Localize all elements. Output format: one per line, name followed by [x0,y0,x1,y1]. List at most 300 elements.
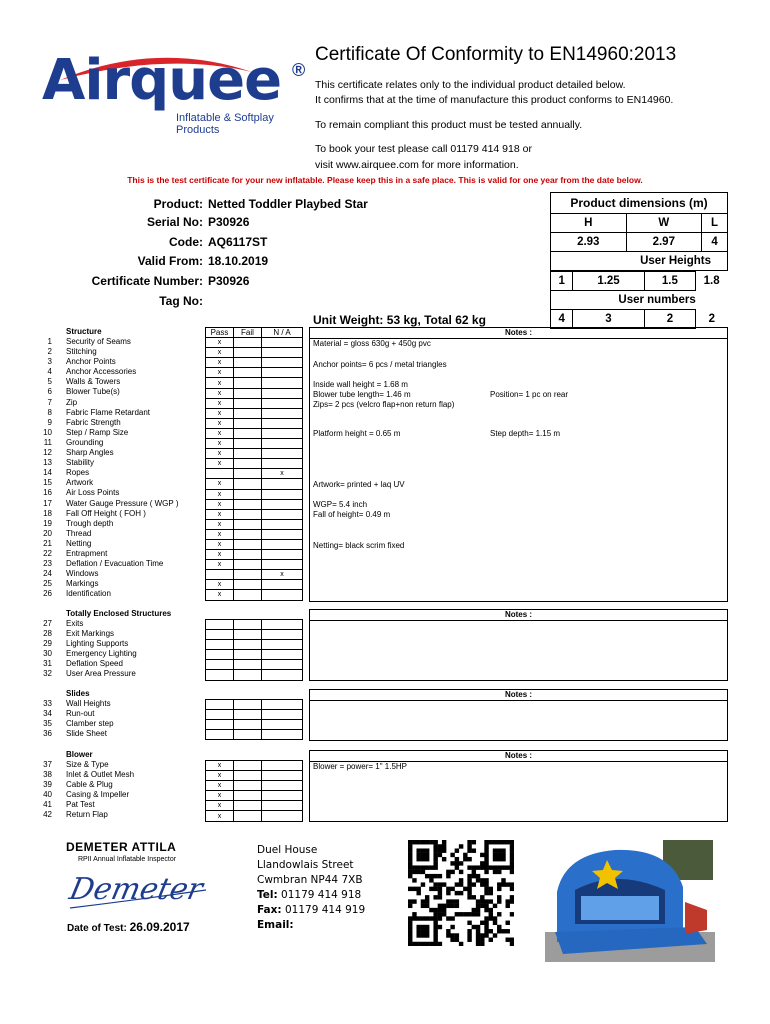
check-row [206,801,303,811]
check-cell-na [262,529,303,539]
slides-notes-box [309,689,728,741]
product-label: Product: [153,197,203,211]
item-number: 29 [43,639,52,649]
item-label: Grounding [66,437,104,447]
signature-text: Demeter [66,872,206,907]
check-cell-pass: x [206,388,234,398]
item-label: Artwork [66,478,94,488]
check-cell-na [262,640,303,650]
check-cell-fail [234,570,262,580]
item-number: 33 [43,699,52,708]
check-cell-fail [234,650,262,660]
check-row [206,620,303,630]
note-inside-wall: Inside wall height = 1.68 m [313,380,408,389]
structure-notes-header: Notes : [310,328,727,339]
item-number: 31 [43,659,52,669]
item-label: Clamber step [66,719,114,729]
check-row [206,338,303,348]
product-photo [545,832,715,962]
serial-value: P30926 [208,215,250,229]
intro-line-1: This certificate relates only to the individual product detailed below. [315,79,626,91]
check-cell-na: x [262,469,303,479]
check-cell-fail [234,368,262,378]
check-cell-fail [234,720,262,730]
check-cell-na [262,338,303,348]
inspector-role: RPII Annual Inflatable Inspector [78,856,177,863]
code-value: AQ6117ST [208,235,268,249]
user-heights-label: User Heights [551,252,728,271]
check-row [206,670,303,680]
check-cell-pass [206,710,234,720]
check-row [206,791,303,801]
check-cell-na [262,408,303,418]
item-label: Casing & Impeller [66,790,130,800]
check-cell-fail [234,560,262,570]
item-number: 41 [43,800,52,810]
check-cell-pass: x [206,580,234,590]
fax-label: Fax: [257,904,282,916]
check-cell-na [262,539,303,549]
note-netting: Netting= black scrim fixed [313,541,405,550]
item-label: Slide Sheet [66,729,107,739]
section-title-blower: Blower [66,750,93,759]
check-cell-fail [234,489,262,499]
check-row [206,640,303,650]
item-number: 17 [43,498,52,508]
note-anchor-points: Anchor points= 6 pcs / metal triangles [313,360,447,369]
inspector-signature [66,870,216,915]
check-cell-fail [234,811,262,821]
check-cell-na [262,479,303,489]
item-label: Trough depth [66,518,114,528]
item-label: Stability [66,458,95,468]
check-cell-pass: x [206,449,234,459]
item-label: Exits [66,619,84,628]
item-label: Anchor Points [66,357,116,367]
check-row [206,761,303,771]
check-cell-na [262,660,303,670]
check-cell-na [262,730,303,740]
check-cell-na [262,358,303,368]
airquee-logo [38,46,308,136]
item-number: 18 [43,508,52,518]
note-platform-height: Platform height = 0.65 m [313,429,401,438]
tel-label: Tel: [257,889,278,901]
item-number: 42 [43,810,52,820]
valid-from-value: 18.10.2019 [208,254,269,268]
user-height-3: 1.5 [644,272,696,291]
check-cell-pass [206,630,234,640]
item-number: 21 [43,538,52,548]
check-cell-fail [234,529,262,539]
item-number: 15 [43,478,52,488]
item-label: Emergency Lighting [66,649,137,659]
structure-notes-box [309,327,728,602]
check-cell-na [262,428,303,438]
check-cell-fail [234,348,262,358]
check-row [206,368,303,378]
check-cell-na [262,630,303,640]
check-cell-na [262,378,303,388]
check-cell-pass: x [206,539,234,549]
item-label: Identification [66,589,111,599]
slides-notes-header: Notes : [310,690,727,701]
blower-check-table [205,760,303,822]
check-cell-pass [206,640,234,650]
item-number: 12 [43,448,52,458]
check-cell-fail [234,408,262,418]
check-cell-na [262,801,303,811]
item-number: 3 [47,357,52,367]
check-cell-na [262,811,303,821]
tag-no-label: Tag No: [159,294,203,308]
check-cell-pass [206,670,234,680]
check-cell-fail [234,730,262,740]
item-number: 38 [43,770,52,780]
certificate-number-label: Certificate Number: [91,274,203,288]
check-cell-na: x [262,570,303,580]
item-number: 26 [43,589,52,599]
check-row [206,710,303,720]
item-number: 30 [43,649,52,659]
item-label: Sharp Angles [66,448,114,458]
serial-label: Serial No: [146,215,203,229]
check-row [206,580,303,590]
check-row [206,590,303,600]
item-number: 11 [43,437,52,447]
check-cell-fail [234,620,262,630]
check-cell-pass: x [206,499,234,509]
item-number: 39 [43,780,52,790]
note-material: Material = gloss 630g + 450g pvc [313,339,431,348]
check-cell-pass: x [206,398,234,408]
item-number: 7 [47,397,52,407]
item-number: 8 [47,407,52,417]
user-height-2: 1.25 [573,272,644,291]
check-cell-fail [234,358,262,368]
check-cell-pass: x [206,811,234,821]
item-label: Entrapment [66,548,108,558]
user-number-4: 2 [708,313,716,325]
check-cell-na [262,700,303,710]
col-fail: Fail [234,328,262,338]
item-label: Air Loss Points [66,488,120,498]
check-cell-pass: x [206,771,234,781]
check-cell-pass: x [206,791,234,801]
check-row [206,700,303,710]
certificate-title: Certificate Of Conformity to EN14960:2013 [315,44,677,65]
enclosed-check-table [205,619,303,681]
email-label: Email: [257,919,294,931]
check-cell-pass: x [206,358,234,368]
check-cell-pass: x [206,348,234,358]
check-row [206,730,303,740]
check-cell-pass: x [206,550,234,560]
certificate-number-value: P30926 [208,274,250,288]
blower-notes-header: Notes : [310,751,727,762]
item-label: Step / Ramp Size [66,427,129,437]
check-cell-fail [234,660,262,670]
item-number: 19 [43,518,52,528]
col-pass: Pass [206,328,234,338]
address-line-3: Cwmbran NP44 7XB [257,874,363,886]
check-cell-pass [206,469,234,479]
item-number: 1 [47,337,52,346]
item-label: Walls & Towers [66,377,121,387]
item-label: Water Gauge Pressure ( WGP ) [66,498,179,508]
check-cell-fail [234,590,262,600]
check-cell-na [262,348,303,358]
check-cell-na [262,439,303,449]
check-cell-na [262,418,303,428]
check-row [206,499,303,509]
item-label: Deflation Speed [66,659,123,669]
check-cell-pass: x [206,479,234,489]
check-cell-na [262,650,303,660]
item-label: Markings [66,579,99,589]
unit-weight: Unit Weight: 53 kg, Total 62 kg [313,313,486,327]
check-cell-na [262,398,303,408]
item-number: 27 [43,619,52,628]
certificate-intro [315,78,673,108]
section-title-slides: Slides [66,689,90,698]
check-row [206,469,303,479]
check-row [206,771,303,781]
check-cell-fail [234,630,262,640]
item-label: Windows [66,569,99,579]
item-label: Security of Seams [66,337,131,346]
note-blower-power: Blower = power= 1" 1.5HP [313,762,407,771]
check-cell-na [262,720,303,730]
check-cell-pass [206,700,234,710]
check-cell-pass [206,720,234,730]
check-cell-na [262,781,303,791]
item-number: 34 [43,709,52,719]
dim-value-w: 2.97 [626,233,702,252]
enclosed-notes-box [309,609,728,681]
item-number: 20 [43,528,52,538]
note-zips: Zips= 2 pcs (velcro flap+non return flap) [313,400,455,409]
item-label: User Area Pressure [66,669,136,679]
check-cell-fail [234,539,262,549]
check-cell-fail [234,449,262,459]
item-label: Fabric Strength [66,417,121,427]
check-cell-na [262,519,303,529]
dim-header-l: L [702,214,728,233]
note-position: Position= 1 pc on rear [490,390,569,399]
check-row [206,378,303,388]
check-cell-fail [234,801,262,811]
check-cell-fail [234,398,262,408]
inspector-name: DEMETER ATTILA [66,840,177,854]
check-cell-pass: x [206,590,234,600]
check-row [206,348,303,358]
check-row [206,459,303,469]
check-row [206,519,303,529]
check-cell-pass: x [206,509,234,519]
item-number: 6 [47,387,52,397]
item-label: Run-out [66,709,95,719]
check-cell-fail [234,469,262,479]
item-label: Anchor Accessories [66,367,137,377]
item-number: 22 [43,548,52,558]
check-row [206,509,303,519]
check-cell-fail [234,700,262,710]
check-cell-pass: x [206,529,234,539]
check-cell-fail [234,428,262,438]
section-title-structure: Structure [66,327,102,336]
item-number: 32 [43,669,52,679]
item-label: Fabric Flame Retardant [66,407,151,417]
check-row [206,811,303,821]
check-cell-na [262,590,303,600]
check-cell-pass: x [206,519,234,529]
check-cell-fail [234,388,262,398]
check-row [206,489,303,499]
check-row [206,449,303,459]
check-row [206,539,303,549]
dim-header-h: H [551,214,627,233]
check-row [206,529,303,539]
check-cell-pass: x [206,428,234,438]
check-row [206,358,303,368]
item-number: 2 [47,347,52,357]
item-number: 16 [43,488,52,498]
check-cell-pass: x [206,761,234,771]
item-number: 28 [43,629,52,639]
item-label: Inlet & Outlet Mesh [66,770,135,780]
check-cell-pass: x [206,418,234,428]
check-cell-na [262,761,303,771]
check-row [206,418,303,428]
check-row [206,781,303,791]
check-cell-pass [206,620,234,630]
check-row [206,650,303,660]
item-label: Zip [66,397,78,407]
check-cell-na [262,489,303,499]
company-address [257,843,365,933]
item-number: 13 [43,458,52,468]
check-cell-na [262,710,303,720]
check-cell-na [262,791,303,801]
date-of-test [67,920,190,934]
user-numbers-label: User numbers [551,291,696,310]
item-number: 9 [47,417,52,427]
section-title-enclosed: Totally Enclosed Structures [66,609,172,618]
check-cell-fail [234,479,262,489]
item-number: 24 [43,569,52,579]
address-line-2: Llandowlais Street [257,859,354,871]
item-label: Thread [66,528,92,538]
user-table [550,271,728,329]
check-cell-pass [206,730,234,740]
check-cell-fail [234,761,262,771]
address-line-1: Duel House [257,844,318,856]
check-cell-pass [206,570,234,580]
check-cell-fail [234,710,262,720]
item-label: Size & Type [66,760,109,769]
note-wgp: WGP= 5.4 inch [313,500,368,509]
check-cell-na [262,560,303,570]
item-label: Return Flap [66,810,108,820]
intro-line-2: It confirms that at the time of manufacture this product conforms to EN14960. [315,94,674,106]
item-label: Fall Off Height ( FOH ) [66,508,146,518]
check-cell-na [262,499,303,509]
check-cell-fail [234,640,262,650]
note-fall-height: Fall of height= 0.49 m [313,510,391,519]
item-number: 4 [47,367,52,377]
check-cell-na [262,580,303,590]
item-label: Stitching [66,347,97,357]
check-row [206,570,303,580]
check-cell-na [262,670,303,680]
dim-value-l: 4 [702,233,728,252]
check-cell-na [262,388,303,398]
check-cell-na [262,509,303,519]
check-cell-pass: x [206,560,234,570]
note-artwork: Artwork= printed + laq UV [313,480,405,489]
check-row [206,550,303,560]
check-cell-fail [234,378,262,388]
check-row [206,660,303,670]
check-cell-fail [234,519,262,529]
logo-tagline: Inflatable & Softplay Products [176,112,274,136]
check-cell-fail [234,670,262,680]
item-number: 36 [43,729,52,739]
check-cell-pass [206,660,234,670]
logo-registered-mark: ® [292,60,306,80]
check-cell-fail [234,338,262,348]
check-cell-na [262,771,303,781]
date-of-test-label: Date of Test: [67,923,127,934]
tel-value: 01179 414 918 [281,889,362,901]
check-cell-pass: x [206,368,234,378]
check-cell-na [262,368,303,378]
item-number: 25 [43,579,52,589]
date-of-test-value: 26.09.2017 [129,920,190,934]
booking-line-1: To book your test please call 01179 414 918 or [315,143,532,155]
check-cell-fail [234,781,262,791]
check-cell-pass: x [206,338,234,348]
product-value: Netted Toddler Playbed Star [208,197,368,211]
col-na: N / A [262,328,303,338]
check-cell-na [262,550,303,560]
booking-info [315,141,532,173]
product-dimensions-table [550,192,728,271]
signature-stroke [66,870,216,915]
item-number: 35 [43,719,52,729]
check-cell-fail [234,418,262,428]
logo-text: Airquee [42,48,282,113]
slides-check-table [205,699,303,740]
check-cell-fail [234,550,262,560]
fax-value: 01179 414 919 [284,904,366,916]
check-cell-fail [234,771,262,781]
item-label: Wall Heights [66,699,111,708]
item-label: Ropes [66,468,90,478]
item-number: 40 [43,790,52,800]
item-label: Pat Test [66,800,95,810]
item-number: 14 [43,468,52,478]
check-cell-fail [234,439,262,449]
user-number-2: 3 [573,310,644,329]
check-row [206,428,303,438]
user-height-4: 1.8 [703,275,720,287]
check-cell-na [262,620,303,630]
note-blower-tube: Blower tube length= 1.46 m [313,390,411,399]
check-cell-pass: x [206,378,234,388]
user-number-3: 2 [644,310,696,329]
